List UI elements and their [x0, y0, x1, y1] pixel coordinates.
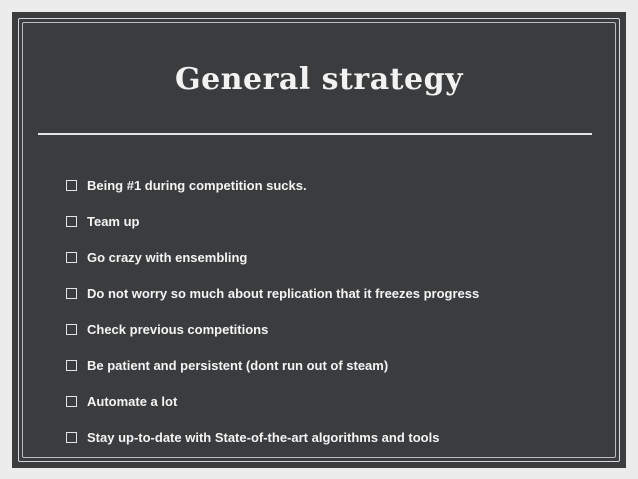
- checkbox-bullet-icon: [66, 396, 77, 407]
- slide: [12, 12, 626, 468]
- checkbox-bullet-icon: [66, 180, 77, 191]
- bullet-item: [66, 419, 479, 455]
- checkbox-bullet-icon: [66, 324, 77, 335]
- checkbox-bullet-icon: [66, 216, 77, 227]
- bullet-item: [66, 239, 479, 275]
- bullet-text: Being #1 during competition sucks.: [87, 177, 307, 193]
- title-divider: [38, 133, 592, 135]
- checkbox-bullet-icon: [66, 288, 77, 299]
- bullet-list: [66, 167, 479, 455]
- bullet-item: [66, 275, 479, 311]
- bullet-text: Check previous competitions: [87, 321, 269, 337]
- checkbox-bullet-icon: [66, 360, 77, 371]
- bullet-item: [66, 347, 479, 383]
- bullet-item: [66, 203, 479, 239]
- bullet-item: [66, 311, 479, 347]
- bullet-text: Go crazy with ensembling: [87, 249, 248, 265]
- checkbox-bullet-icon: [66, 432, 77, 443]
- checkbox-bullet-icon: [66, 252, 77, 263]
- bullet-text: Stay up-to-date with State-of-the-art algorithms and tools: [87, 429, 440, 445]
- slide-title: General strategy: [174, 62, 464, 97]
- bullet-text: Team up: [87, 213, 140, 229]
- bullet-text: Be patient and persistent (dont run out of steam): [87, 357, 389, 373]
- bullet-text: Automate a lot: [87, 393, 178, 409]
- bullet-item: [66, 383, 479, 419]
- bullet-text: Do not worry so much about replication that it freezes progress: [87, 285, 480, 301]
- bullet-item: [66, 167, 479, 203]
